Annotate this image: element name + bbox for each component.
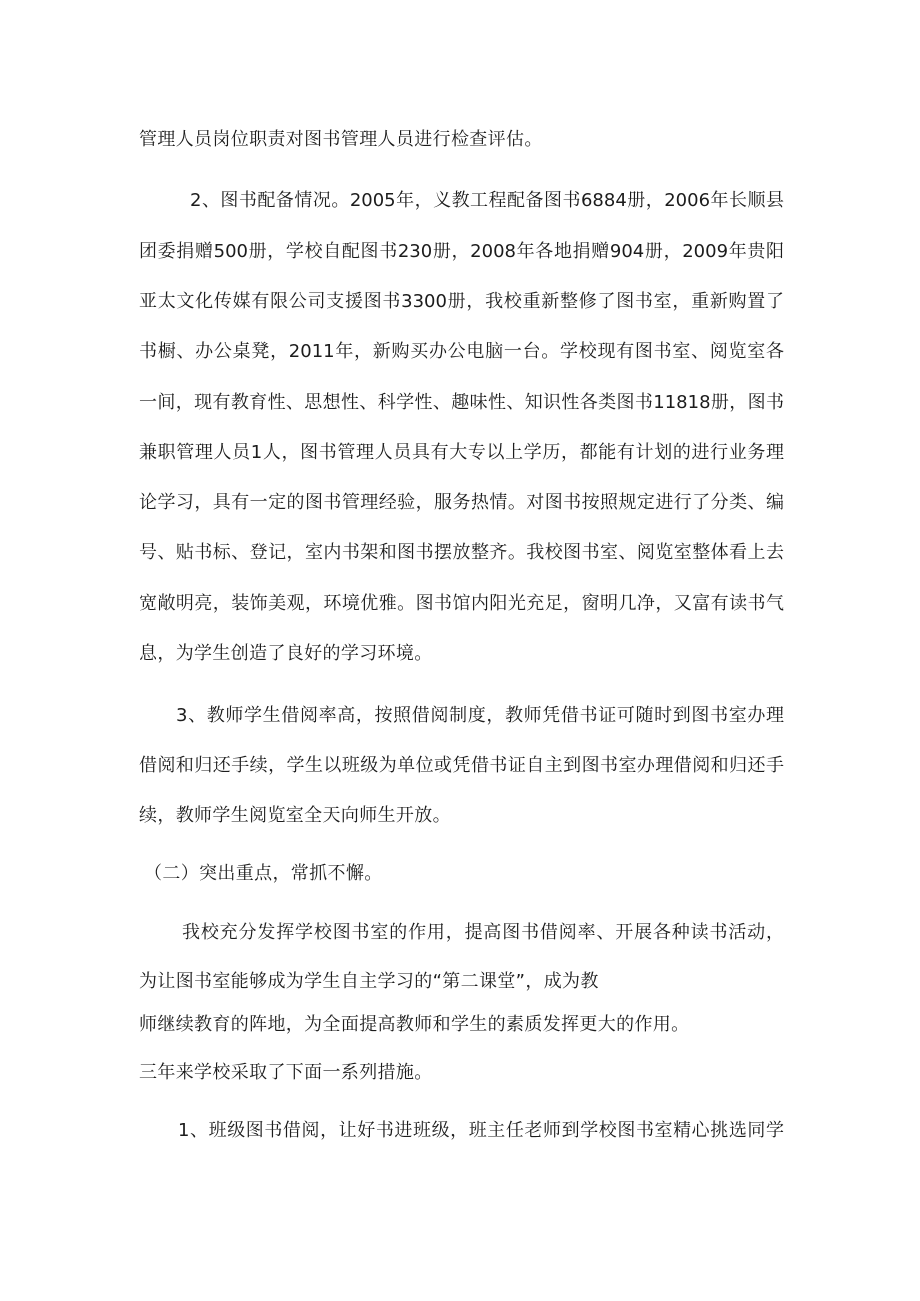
paragraph-4-line-2: 为让图书室能够成为学生自主学习的“第二课堂”，成为教 [139, 971, 599, 992]
paragraph-2-line-2: 团委捐赠500册，学校自配图书230册，2008年各地捐赠904册，2009年贵阳 [139, 241, 784, 262]
paragraph-2-line-9: 宽敞明亮，装饰美观，环境优雅。图书馆内阳光充足，窗明几净，又富有读书气 [139, 593, 784, 614]
paragraph-4-line-1: 我校充分发挥学校图书室的作用，提高图书借阅率、开展各种读书活动， [182, 922, 784, 943]
text-line-1: 管理人员岗位职责对图书管理人员进行检查评估。 [139, 129, 543, 150]
paragraph-2-line-1: 2、图书配备情况。2005年，义教工程配备图书6884册，2006年长顺县 [190, 190, 784, 211]
paragraph-2-line-6: 兼职管理人员1人，图书管理人员具有大专以上学历，都能有计划的进行业务理 [139, 442, 784, 463]
paragraph-3-line-1: 3、教师学生借阅率高，按照借阅制度，教师凭借书证可随时到图书室办理 [176, 705, 784, 726]
paragraph-4-line-3: 师继续教育的阵地，为全面提高教师和学生的素质发挥更大的作用。 [139, 1014, 690, 1035]
paragraph-2-line-4: 书橱、办公桌凳，2011年，新购买办公电脑一台。学校现有图书室、阅览室各 [139, 341, 784, 362]
section-heading: （二）突出重点，常抓不懈。 [144, 863, 383, 884]
paragraph-2-line-10: 息，为学生创造了良好的学习环境。 [139, 643, 433, 664]
paragraph-5-line-1: 1、班级图书借阅，让好书进班级，班主任老师到学校图书室精心挑选同学 [178, 1120, 784, 1141]
paragraph-2-line-7: 论学习，具有一定的图书管理经验，服务热情。对图书按照规定进行了分类、编 [139, 492, 784, 513]
paragraph-2-line-5: 一间，现有教育性、思想性、科学性、趣味性、知识性各类图书11818册，图书 [139, 392, 784, 413]
paragraph-2-line-8: 号、贴书标、登记，室内书架和图书摆放整齐。我校图书室、阅览室整体看上去 [139, 542, 784, 563]
paragraph-3-line-2: 借阅和归还手续，学生以班级为单位或凭借书证自主到图书室办理借阅和归还手 [139, 755, 784, 776]
paragraph-3-line-3: 续，教师学生阅览室全天向师生开放。 [139, 805, 451, 826]
paragraph-2-line-3: 亚太文化传媒有限公司支援图书3300册，我校重新整修了图书室，重新购置了 [139, 291, 784, 312]
paragraph-4-line-4: 三年来学校采取了下面一系列措施。 [139, 1062, 433, 1083]
